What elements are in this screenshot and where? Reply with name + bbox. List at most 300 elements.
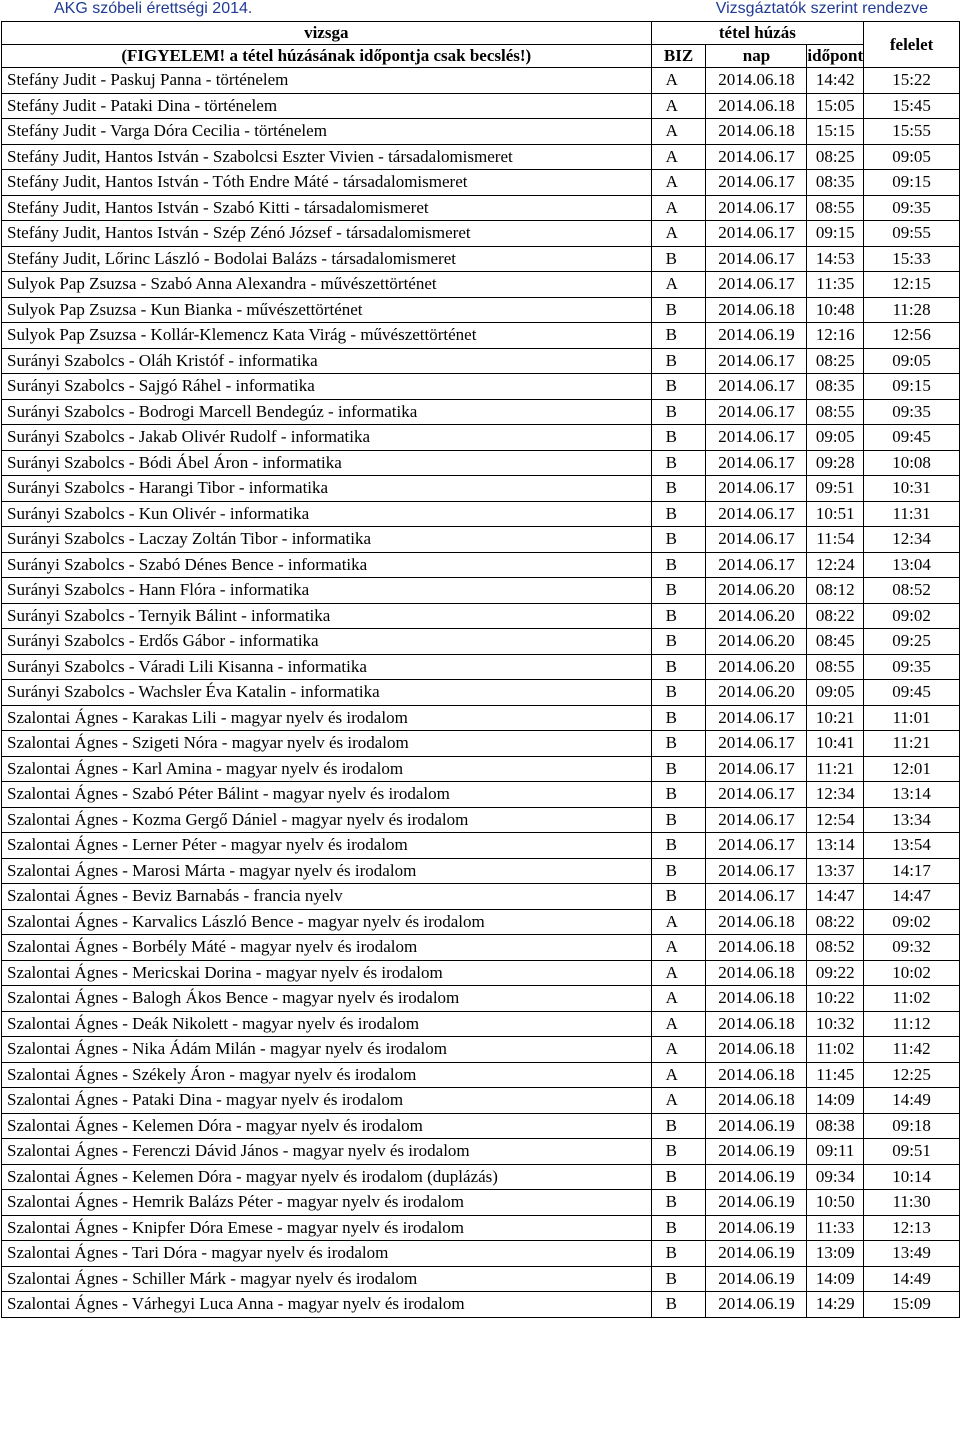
idopont-cell: 08:55 [807, 399, 864, 425]
exam-cell: Surányi Szabolcs - Jakab Olivér Rudolf - informatika [2, 425, 652, 451]
nap-cell: 2014.06.18 [706, 935, 807, 961]
table-row [2, 756, 960, 782]
idopont-cell: 11:21 [807, 756, 864, 782]
idopont-cell: 08:25 [807, 144, 864, 170]
table-row [2, 731, 960, 757]
nap-cell: 2014.06.17 [706, 272, 807, 298]
idopont-cell: 08:22 [807, 603, 864, 629]
table-row [2, 348, 960, 374]
exam-cell: Szalontai Ágnes - Várhegyi Luca Anna - magyar nyelv és irodalom [2, 1292, 652, 1318]
idopont-cell: 11:33 [807, 1215, 864, 1241]
nap-cell: 2014.06.18 [706, 1062, 807, 1088]
felelet-cell: 11:30 [864, 1190, 960, 1216]
table-row [2, 272, 960, 298]
biz-cell: B [651, 1113, 706, 1139]
biz-cell: B [651, 425, 706, 451]
nap-cell: 2014.06.17 [706, 501, 807, 527]
idopont-cell: 09:51 [807, 476, 864, 502]
biz-cell: B [651, 629, 706, 655]
exam-cell: Szalontai Ágnes - Deák Nikolett - magyar nyelv és irodalom [2, 1011, 652, 1037]
exam-cell: Szalontai Ágnes - Kelemen Dóra - magyar nyelv és irodalom (duplázás) [2, 1164, 652, 1190]
idopont-cell: 12:34 [807, 782, 864, 808]
exam-cell: Szalontai Ágnes - Knipfer Dóra Emese - magyar nyelv és irodalom [2, 1215, 652, 1241]
nap-cell: 2014.06.18 [706, 119, 807, 145]
table-row [2, 170, 960, 196]
nap-cell: 2014.06.17 [706, 450, 807, 476]
idopont-cell: 08:45 [807, 629, 864, 655]
nap-cell: 2014.06.17 [706, 858, 807, 884]
exam-cell: Szalontai Ágnes - Karl Amina - magyar nyelv és irodalom [2, 756, 652, 782]
felelet-cell: 13:49 [864, 1241, 960, 1267]
idopont-cell: 08:55 [807, 195, 864, 221]
nap-cell: 2014.06.17 [706, 221, 807, 247]
table-row [2, 1190, 960, 1216]
exam-cell: Szalontai Ágnes - Ferenczi Dávid János - magyar nyelv és irodalom [2, 1139, 652, 1165]
table-row [2, 1062, 960, 1088]
biz-cell: B [651, 807, 706, 833]
felelet-cell: 09:25 [864, 629, 960, 655]
table-row [2, 476, 960, 502]
idopont-cell: 13:14 [807, 833, 864, 859]
nap-cell: 2014.06.18 [706, 986, 807, 1012]
nap-cell: 2014.06.18 [706, 93, 807, 119]
felelet-cell: 12:56 [864, 323, 960, 349]
idopont-cell: 14:09 [807, 1266, 864, 1292]
table-row [2, 144, 960, 170]
idopont-cell: 11:02 [807, 1037, 864, 1063]
nap-cell: 2014.06.17 [706, 731, 807, 757]
table-row [2, 501, 960, 527]
exam-cell: Surányi Szabolcs - Laczay Zoltán Tibor - informatika [2, 527, 652, 553]
idopont-cell: 09:22 [807, 960, 864, 986]
table-row [2, 1241, 960, 1267]
felelet-cell: 14:47 [864, 884, 960, 910]
exam-cell: Szalontai Ágnes - Szabó Péter Bálint - magyar nyelv és irodalom [2, 782, 652, 808]
exam-cell: Stefány Judit, Hantos István - Szabolcsi Eszter Vivien - társadalomismeret [2, 144, 652, 170]
exam-cell: Szalontai Ágnes - Tari Dóra - magyar nyelv és irodalom [2, 1241, 652, 1267]
felelet-cell: 09:35 [864, 399, 960, 425]
table-row [2, 1164, 960, 1190]
idopont-cell: 14:42 [807, 68, 864, 94]
table-row [2, 909, 960, 935]
felelet-cell: 15:09 [864, 1292, 960, 1318]
exam-cell: Sulyok Pap Zsuzsa - Kollár-Klemencz Kata Virág - művészettörténet [2, 323, 652, 349]
biz-cell: B [651, 1164, 706, 1190]
exam-cell: Surányi Szabolcs - Ternyik Bálint - informatika [2, 603, 652, 629]
exam-cell: Surányi Szabolcs - Hann Flóra - informatika [2, 578, 652, 604]
idopont-cell: 08:55 [807, 654, 864, 680]
table-row [2, 93, 960, 119]
idopont-cell: 08:25 [807, 348, 864, 374]
exam-cell: Surányi Szabolcs - Erdős Gábor - informatika [2, 629, 652, 655]
nap-cell: 2014.06.19 [706, 1292, 807, 1318]
biz-cell: A [651, 272, 706, 298]
biz-cell: A [651, 909, 706, 935]
felelet-cell: 09:15 [864, 374, 960, 400]
exam-cell: Stefány Judit, Hantos István - Szép Zénó József - társadalomismeret [2, 221, 652, 247]
table-row [2, 399, 960, 425]
felelet-cell: 14:49 [864, 1088, 960, 1114]
idopont-cell: 08:22 [807, 909, 864, 935]
idopont-cell: 11:35 [807, 272, 864, 298]
exam-cell: Szalontai Ágnes - Nika Ádám Milán - magyar nyelv és irodalom [2, 1037, 652, 1063]
felelet-cell: 08:52 [864, 578, 960, 604]
exam-cell: Szalontai Ágnes - Beviz Barnabás - francia nyelv [2, 884, 652, 910]
table-row [2, 119, 960, 145]
table-row [2, 986, 960, 1012]
idopont-cell: 14:47 [807, 884, 864, 910]
biz-cell: B [651, 858, 706, 884]
exam-cell: Surányi Szabolcs - Kun Olivér - informatika [2, 501, 652, 527]
exam-cell: Surányi Szabolcs - Wachsler Éva Katalin - informatika [2, 680, 652, 706]
exam-cell: Surányi Szabolcs - Váradi Lili Kisanna - informatika [2, 654, 652, 680]
nap-cell: 2014.06.17 [706, 195, 807, 221]
idopont-header: időpont [807, 45, 864, 68]
felelet-cell: 13:04 [864, 552, 960, 578]
biz-cell: B [651, 527, 706, 553]
exam-cell: Szalontai Ágnes - Szigeti Nóra - magyar nyelv és irodalom [2, 731, 652, 757]
idopont-cell: 09:15 [807, 221, 864, 247]
nap-cell: 2014.06.18 [706, 297, 807, 323]
felelet-cell: 15:22 [864, 68, 960, 94]
table-row [2, 960, 960, 986]
idopont-cell: 10:48 [807, 297, 864, 323]
idopont-cell: 11:54 [807, 527, 864, 553]
idopont-cell: 12:54 [807, 807, 864, 833]
felelet-cell: 09:05 [864, 144, 960, 170]
biz-cell: B [651, 705, 706, 731]
idopont-cell: 09:05 [807, 680, 864, 706]
felelet-cell: 13:14 [864, 782, 960, 808]
exam-cell: Szalontai Ágnes - Borbély Máté - magyar nyelv és irodalom [2, 935, 652, 961]
table-row [2, 195, 960, 221]
felelet-cell: 09:45 [864, 680, 960, 706]
table-row [2, 450, 960, 476]
felelet-cell: 09:02 [864, 909, 960, 935]
exam-cell: Stefány Judit - Paskuj Panna - történelem [2, 68, 652, 94]
felelet-cell: 09:35 [864, 195, 960, 221]
idopont-cell: 08:35 [807, 374, 864, 400]
biz-cell: B [651, 246, 706, 272]
felelet-cell: 11:12 [864, 1011, 960, 1037]
vizsga-header: vizsga [2, 22, 652, 45]
exam-cell: Szalontai Ágnes - Székely Áron - magyar nyelv és irodalom [2, 1062, 652, 1088]
nap-cell: 2014.06.18 [706, 909, 807, 935]
idopont-cell: 10:51 [807, 501, 864, 527]
idopont-cell: 12:16 [807, 323, 864, 349]
biz-cell: B [651, 603, 706, 629]
felelet-cell: 11:28 [864, 297, 960, 323]
felelet-cell: 09:18 [864, 1113, 960, 1139]
nap-cell: 2014.06.17 [706, 782, 807, 808]
exam-cell: Szalontai Ágnes - Hemrik Balázs Péter - magyar nyelv és irodalom [2, 1190, 652, 1216]
table-row [2, 807, 960, 833]
idopont-cell: 13:09 [807, 1241, 864, 1267]
exam-cell: Stefány Judit - Varga Dóra Cecilia - történelem [2, 119, 652, 145]
idopont-cell: 08:52 [807, 935, 864, 961]
table-row [2, 884, 960, 910]
biz-cell: B [651, 1139, 706, 1165]
felelet-cell: 12:25 [864, 1062, 960, 1088]
felelet-cell: 12:01 [864, 756, 960, 782]
table-row [2, 1037, 960, 1063]
nap-cell: 2014.06.17 [706, 348, 807, 374]
idopont-cell: 11:45 [807, 1062, 864, 1088]
nap-cell: 2014.06.18 [706, 68, 807, 94]
table-row [2, 858, 960, 884]
felelet-cell: 13:54 [864, 833, 960, 859]
biz-cell: A [651, 935, 706, 961]
biz-cell: B [651, 654, 706, 680]
felelet-cell: 10:14 [864, 1164, 960, 1190]
biz-cell: B [651, 731, 706, 757]
idopont-cell: 14:53 [807, 246, 864, 272]
biz-cell: B [651, 297, 706, 323]
table-row [2, 1088, 960, 1114]
felelet-cell: 11:21 [864, 731, 960, 757]
nap-cell: 2014.06.19 [706, 323, 807, 349]
felelet-cell: 09:55 [864, 221, 960, 247]
idopont-cell: 09:34 [807, 1164, 864, 1190]
table-row [2, 782, 960, 808]
idopont-cell: 14:29 [807, 1292, 864, 1318]
nap-cell: 2014.06.18 [706, 1037, 807, 1063]
nap-cell: 2014.06.17 [706, 170, 807, 196]
nap-cell: 2014.06.18 [706, 1088, 807, 1114]
exam-cell: Szalontai Ágnes - Pataki Dina - magyar nyelv és irodalom [2, 1088, 652, 1114]
exam-cell: Szalontai Ágnes - Kelemen Dóra - magyar nyelv és irodalom [2, 1113, 652, 1139]
exam-cell: Szalontai Ágnes - Schiller Márk - magyar nyelv és irodalom [2, 1266, 652, 1292]
biz-cell: A [651, 170, 706, 196]
idopont-cell: 08:12 [807, 578, 864, 604]
felelet-cell: 09:02 [864, 603, 960, 629]
idopont-cell: 08:38 [807, 1113, 864, 1139]
nap-cell: 2014.06.17 [706, 399, 807, 425]
exam-cell: Stefány Judit, Hantos István - Szabó Kitti - társadalomismeret [2, 195, 652, 221]
biz-cell: A [651, 986, 706, 1012]
exam-cell: Surányi Szabolcs - Oláh Kristóf - informatika [2, 348, 652, 374]
nap-cell: 2014.06.19 [706, 1113, 807, 1139]
biz-cell: B [651, 501, 706, 527]
nap-cell: 2014.06.20 [706, 603, 807, 629]
table-row [2, 527, 960, 553]
felelet-header: felelet [864, 22, 960, 68]
nap-cell: 2014.06.17 [706, 374, 807, 400]
table-row [2, 1139, 960, 1165]
nap-cell: 2014.06.17 [706, 144, 807, 170]
idopont-cell: 10:21 [807, 705, 864, 731]
table-row [2, 1215, 960, 1241]
felelet-cell: 15:33 [864, 246, 960, 272]
table-row [2, 1266, 960, 1292]
estimate-note: (FIGYELEM! a tétel húzásának időpontja csak becslés!) [2, 45, 652, 68]
biz-cell: A [651, 93, 706, 119]
felelet-cell: 09:35 [864, 654, 960, 680]
biz-cell: B [651, 1266, 706, 1292]
exam-cell: Szalontai Ágnes - Karvalics László Bence - magyar nyelv és irodalom [2, 909, 652, 935]
felelet-cell: 15:55 [864, 119, 960, 145]
felelet-cell: 15:45 [864, 93, 960, 119]
biz-cell: A [651, 119, 706, 145]
table-row [2, 603, 960, 629]
table-row [2, 629, 960, 655]
nap-cell: 2014.06.17 [706, 705, 807, 731]
felelet-cell: 09:51 [864, 1139, 960, 1165]
exam-cell: Szalontai Ágnes - Marosi Márta - magyar nyelv és irodalom [2, 858, 652, 884]
nap-cell: 2014.06.17 [706, 246, 807, 272]
exam-cell: Stefány Judit, Lőrinc László - Bodolai Balázs - társadalomismeret [2, 246, 652, 272]
biz-cell: B [651, 476, 706, 502]
biz-cell: B [651, 374, 706, 400]
felelet-cell: 12:13 [864, 1215, 960, 1241]
table-row [2, 680, 960, 706]
idopont-cell: 12:24 [807, 552, 864, 578]
table-row [2, 552, 960, 578]
biz-cell: B [651, 680, 706, 706]
nap-cell: 2014.06.17 [706, 884, 807, 910]
table-row [2, 578, 960, 604]
exam-schedule-table [1, 21, 960, 1318]
biz-cell: B [651, 323, 706, 349]
felelet-cell: 09:15 [864, 170, 960, 196]
biz-cell: B [651, 782, 706, 808]
nap-cell: 2014.06.17 [706, 476, 807, 502]
table-row [2, 68, 960, 94]
biz-cell: A [651, 68, 706, 94]
felelet-cell: 11:31 [864, 501, 960, 527]
felelet-cell: 10:02 [864, 960, 960, 986]
idopont-cell: 09:05 [807, 425, 864, 451]
exam-cell: Szalontai Ágnes - Mericskai Dorina - magyar nyelv és irodalom [2, 960, 652, 986]
table-row [2, 297, 960, 323]
table-row [2, 833, 960, 859]
biz-header: BIZ [651, 45, 706, 68]
biz-cell: A [651, 1011, 706, 1037]
biz-cell: A [651, 1088, 706, 1114]
schedule-rows [2, 68, 960, 1318]
table-row [2, 221, 960, 247]
felelet-cell: 11:02 [864, 986, 960, 1012]
idopont-cell: 14:09 [807, 1088, 864, 1114]
nap-cell: 2014.06.17 [706, 527, 807, 553]
felelet-cell: 13:34 [864, 807, 960, 833]
exam-cell: Surányi Szabolcs - Sajgó Ráhel - informatika [2, 374, 652, 400]
biz-cell: B [651, 884, 706, 910]
exam-cell: Szalontai Ágnes - Kozma Gergő Dániel - magyar nyelv és irodalom [2, 807, 652, 833]
table-row [2, 705, 960, 731]
table-row [2, 1113, 960, 1139]
biz-cell: B [651, 756, 706, 782]
biz-cell: B [651, 1215, 706, 1241]
nap-cell: 2014.06.17 [706, 552, 807, 578]
biz-cell: B [651, 399, 706, 425]
idopont-cell: 15:15 [807, 119, 864, 145]
table-row [2, 323, 960, 349]
felelet-cell: 11:42 [864, 1037, 960, 1063]
nap-cell: 2014.06.19 [706, 1241, 807, 1267]
idopont-cell: 10:50 [807, 1190, 864, 1216]
nap-cell: 2014.06.17 [706, 756, 807, 782]
felelet-cell: 09:32 [864, 935, 960, 961]
exam-cell: Surányi Szabolcs - Bodrogi Marcell Bendegúz - informatika [2, 399, 652, 425]
idopont-cell: 13:37 [807, 858, 864, 884]
biz-cell: A [651, 221, 706, 247]
exam-cell: Stefány Judit - Pataki Dina - történelem [2, 93, 652, 119]
felelet-cell: 10:31 [864, 476, 960, 502]
tetel-huzas-header: tétel húzás [651, 22, 864, 45]
idopont-cell: 09:28 [807, 450, 864, 476]
biz-cell: B [651, 833, 706, 859]
felelet-cell: 09:45 [864, 425, 960, 451]
top-header [0, 0, 960, 20]
table-row [2, 1011, 960, 1037]
biz-cell: B [651, 1241, 706, 1267]
idopont-cell: 10:22 [807, 986, 864, 1012]
biz-cell: B [651, 1292, 706, 1318]
nap-cell: 2014.06.17 [706, 425, 807, 451]
biz-cell: B [651, 450, 706, 476]
biz-cell: B [651, 1190, 706, 1216]
biz-cell: B [651, 348, 706, 374]
biz-cell: A [651, 195, 706, 221]
table-row [2, 374, 960, 400]
nap-cell: 2014.06.17 [706, 833, 807, 859]
felelet-cell: 12:34 [864, 527, 960, 553]
nap-header: nap [706, 45, 807, 68]
nap-cell: 2014.06.19 [706, 1164, 807, 1190]
table-row [2, 654, 960, 680]
exam-cell: Szalontai Ágnes - Karakas Lili - magyar nyelv és irodalom [2, 705, 652, 731]
nap-cell: 2014.06.18 [706, 1011, 807, 1037]
idopont-cell: 10:32 [807, 1011, 864, 1037]
exam-cell: Stefány Judit, Hantos István - Tóth Endre Máté - társadalomismeret [2, 170, 652, 196]
table-row [2, 935, 960, 961]
biz-cell: A [651, 144, 706, 170]
sort-description: Vizsgáztatók szerint rendezve [715, 0, 928, 17]
nap-cell: 2014.06.17 [706, 807, 807, 833]
nap-cell: 2014.06.20 [706, 654, 807, 680]
felelet-cell: 09:05 [864, 348, 960, 374]
nap-cell: 2014.06.19 [706, 1139, 807, 1165]
idopont-cell: 10:41 [807, 731, 864, 757]
table-row [2, 246, 960, 272]
nap-cell: 2014.06.18 [706, 960, 807, 986]
nap-cell: 2014.06.19 [706, 1190, 807, 1216]
felelet-cell: 14:49 [864, 1266, 960, 1292]
biz-cell: A [651, 1062, 706, 1088]
exam-cell: Szalontai Ágnes - Balogh Ákos Bence - magyar nyelv és irodalom [2, 986, 652, 1012]
idopont-cell: 08:35 [807, 170, 864, 196]
biz-cell: B [651, 578, 706, 604]
exam-cell: Szalontai Ágnes - Lerner Péter - magyar nyelv és irodalom [2, 833, 652, 859]
exam-cell: Surányi Szabolcs - Szabó Dénes Bence - informatika [2, 552, 652, 578]
biz-cell: B [651, 552, 706, 578]
idopont-cell: 15:05 [807, 93, 864, 119]
idopont-cell: 09:11 [807, 1139, 864, 1165]
exam-cell: Surányi Szabolcs - Harangi Tibor - informatika [2, 476, 652, 502]
exam-cell: Sulyok Pap Zsuzsa - Szabó Anna Alexandra - művészettörténet [2, 272, 652, 298]
nap-cell: 2014.06.20 [706, 578, 807, 604]
felelet-cell: 14:17 [864, 858, 960, 884]
table-row [2, 425, 960, 451]
exam-cell: Sulyok Pap Zsuzsa - Kun Bianka - művészettörténet [2, 297, 652, 323]
table-row [2, 1292, 960, 1318]
felelet-cell: 11:01 [864, 705, 960, 731]
nap-cell: 2014.06.20 [706, 680, 807, 706]
nap-cell: 2014.06.19 [706, 1215, 807, 1241]
exam-cell: Surányi Szabolcs - Bódi Ábel Áron - informatika [2, 450, 652, 476]
nap-cell: 2014.06.19 [706, 1266, 807, 1292]
